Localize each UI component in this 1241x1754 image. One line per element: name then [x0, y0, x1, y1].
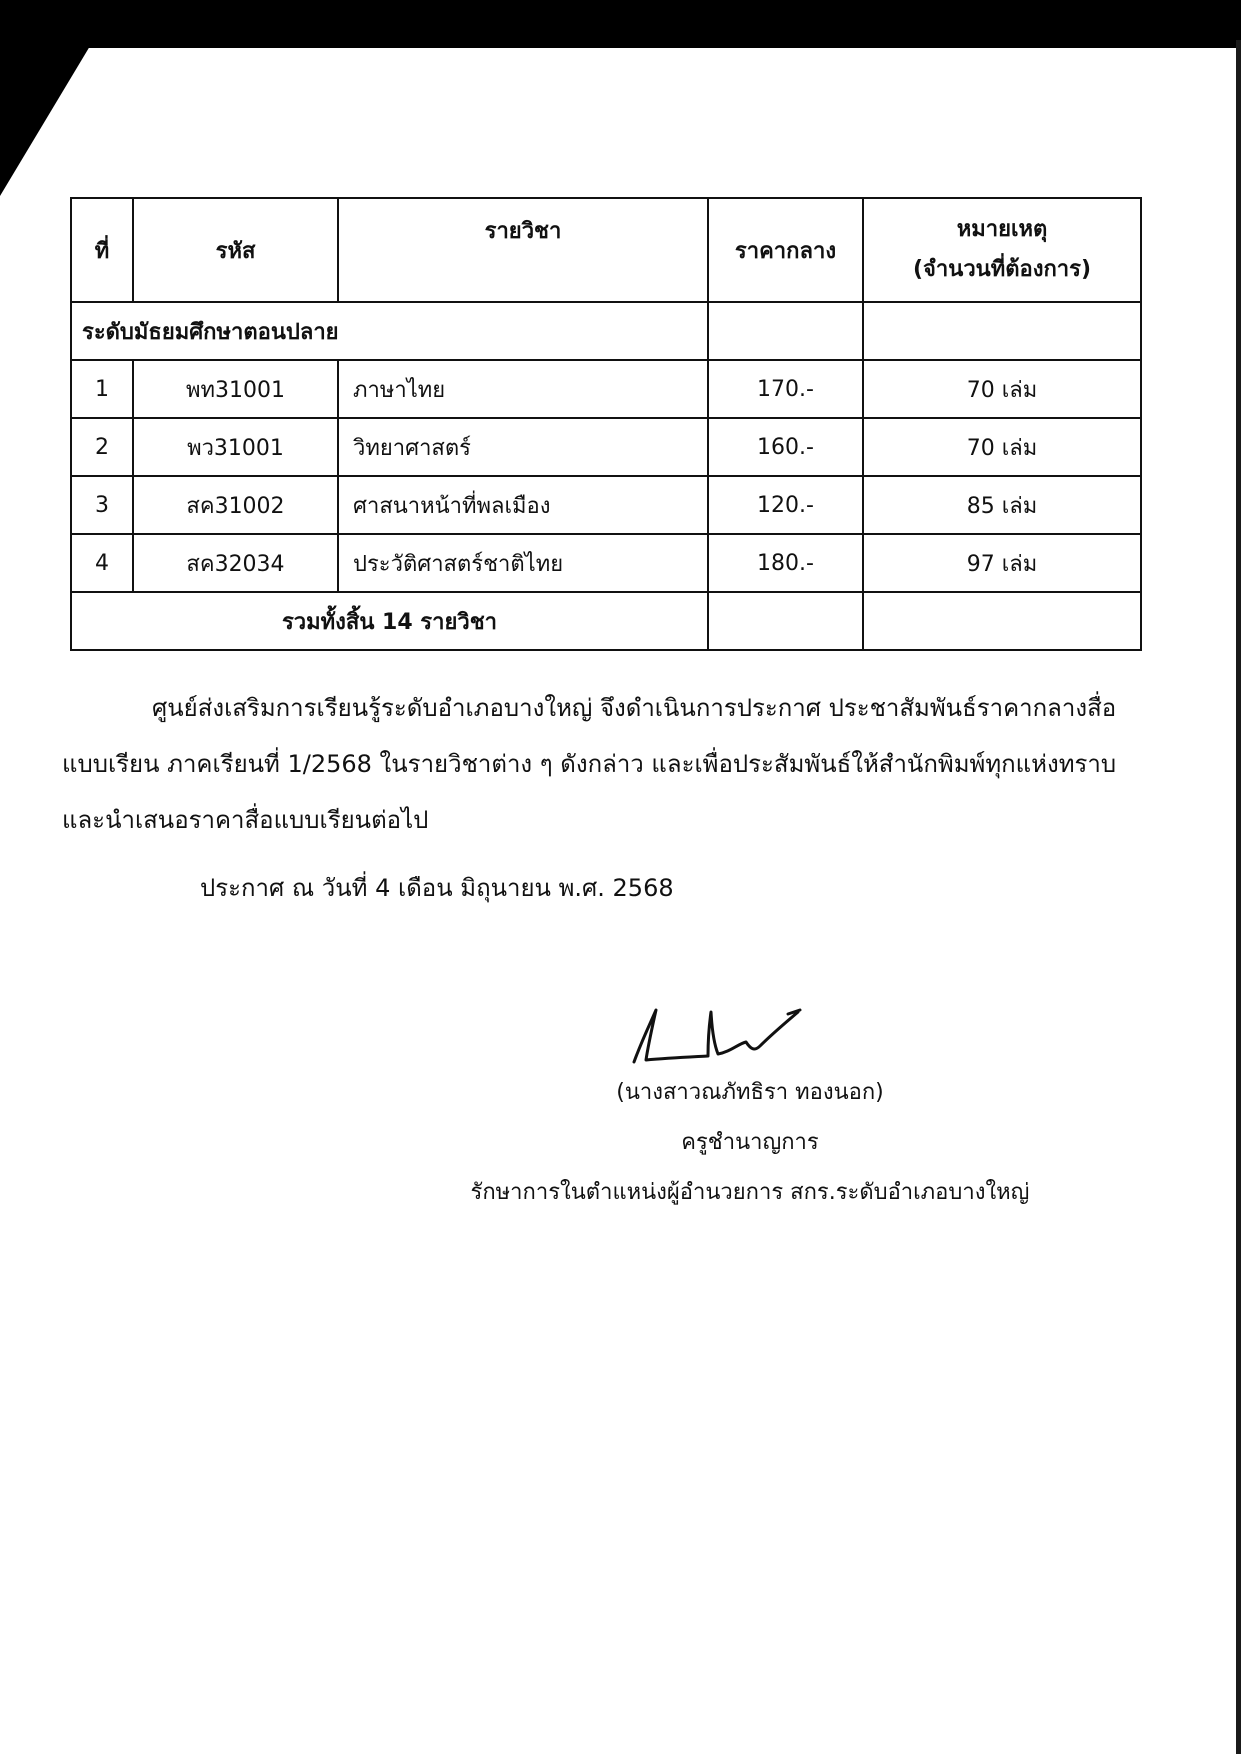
row-code: พว31001 — [133, 418, 338, 476]
row-quantity: 97 เล่ม — [863, 534, 1141, 592]
header-no: ที่ — [71, 198, 133, 302]
header-note-line1: หมายเหตุ — [956, 217, 1048, 242]
signatory-position: ครูชำนาญการ — [681, 1130, 819, 1155]
table-header-row — [71, 198, 1141, 302]
header-code: รหัส — [133, 198, 338, 302]
table-row — [71, 418, 1141, 476]
row-quantity: 70 เล่ม — [863, 360, 1141, 418]
scan-edge-corner — [0, 46, 90, 196]
signature-image — [612, 988, 812, 1068]
table-row — [71, 476, 1141, 534]
row-quantity: 70 เล่ม — [863, 418, 1141, 476]
row-price: 170.- — [708, 360, 863, 418]
level-label: ระดับมัธยมศึกษาตอนปลาย — [71, 302, 708, 360]
row-price: 160.- — [708, 418, 863, 476]
header-name: รายวิชา — [338, 198, 708, 302]
level-row — [71, 302, 1141, 360]
announcement-paragraph: ศูนย์ส่งเสริมการเรียนรู้ระดับอำเภอบางใหญ่ จึงดำเนินการประกาศ ประชาสัมพันธ์ราคากลางสื่อแบบเรียน ภาคเรียนที่ 1/2568 ในรายวิชาต่าง ๆ ดังกล่าว และเพื่อประสัมพันธ์ให้สำนักพิมพ์ทุกแห่งทราบและนำเสนอราคาสื่อแบบเรียนต่อไป — [62, 694, 1117, 834]
signature-block — [400, 1068, 1100, 1218]
row-code: พท31001 — [133, 360, 338, 418]
total-label: รวมทั้งสิ้น 14 รายวิชา — [71, 592, 708, 650]
header-note — [863, 198, 1141, 302]
row-price: 180.- — [708, 534, 863, 592]
row-quantity: 85 เล่ม — [863, 476, 1141, 534]
signatory-name: (นางสาวณภัทธิรา ทองนอก) — [616, 1080, 884, 1105]
row-code: สค32034 — [133, 534, 338, 592]
row-no: 3 — [71, 476, 133, 534]
subjects-table — [70, 197, 1142, 651]
row-no: 2 — [71, 418, 133, 476]
header-note-line2: (จำนวนที่ต้องการ) — [912, 257, 1092, 282]
row-subject: วิทยาศาสตร์ — [338, 418, 708, 476]
scan-edge-top — [0, 0, 1241, 48]
announcement-date: ประกาศ ณ วันที่ 4 เดือน มิถุนายน พ.ศ. 2568 — [200, 874, 674, 902]
level-price-empty — [708, 302, 863, 360]
table-row — [71, 534, 1141, 592]
table-row — [71, 360, 1141, 418]
subjects-table-wrapper — [70, 197, 1140, 651]
row-subject: ประวัติศาสตร์ชาติไทย — [338, 534, 708, 592]
total-row — [71, 592, 1141, 650]
row-price: 120.- — [708, 476, 863, 534]
total-note-empty — [863, 592, 1141, 650]
row-no: 1 — [71, 360, 133, 418]
row-subject: ศาสนาหน้าที่พลเมือง — [338, 476, 708, 534]
row-subject: ภาษาไทย — [338, 360, 708, 418]
signatory-role: รักษาการในตำแหน่งผู้อำนวยการ สกร.ระดับอำเภอบางใหญ่ — [470, 1180, 1030, 1205]
header-price: ราคากลาง — [708, 198, 863, 302]
scan-edge-right — [1236, 40, 1241, 1754]
row-code: สค31002 — [133, 476, 338, 534]
total-price-empty — [708, 592, 863, 650]
row-no: 4 — [71, 534, 133, 592]
level-note-empty — [863, 302, 1141, 360]
